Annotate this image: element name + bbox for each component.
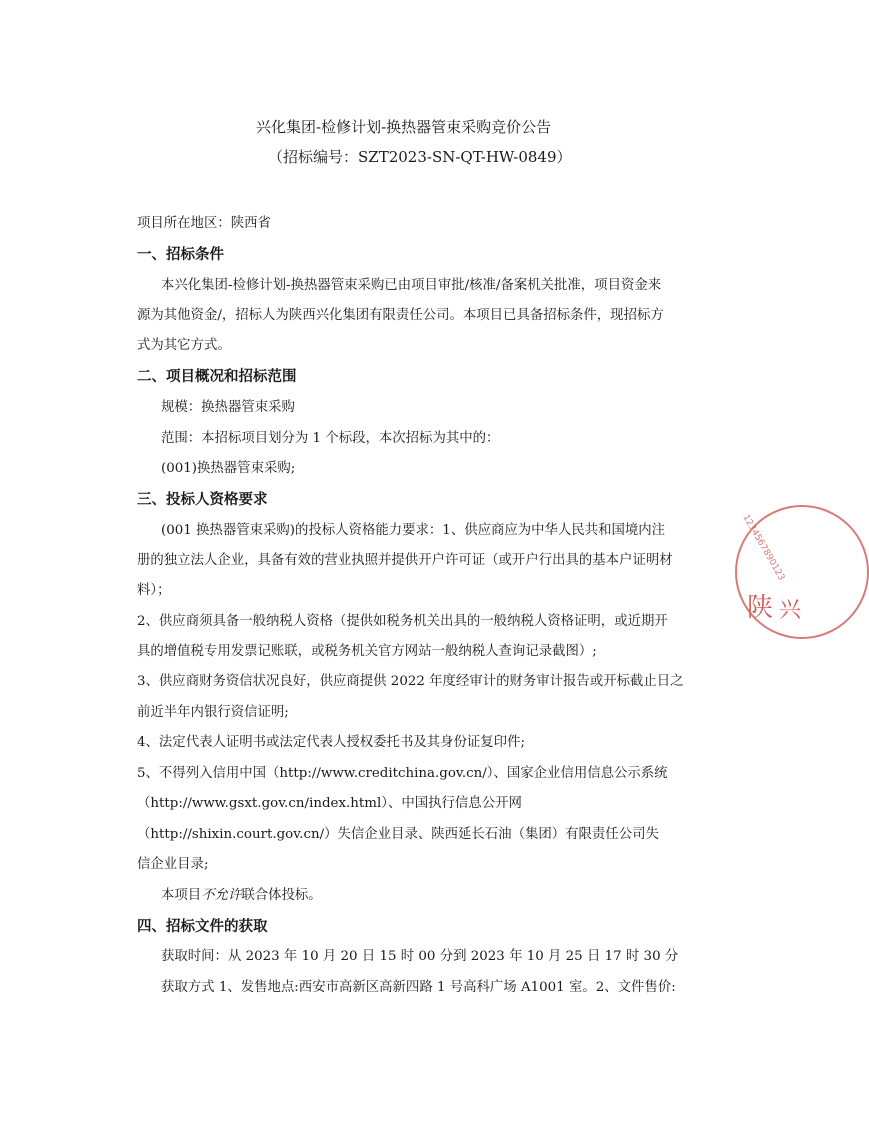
project-scale: 规模：换热器管束采购 bbox=[161, 400, 295, 415]
requirement-3: 前近半年内银行资信证明; bbox=[137, 705, 289, 720]
consortium-post: 联合体投标。 bbox=[241, 888, 322, 903]
section-4-heading: 四、招标文件的获取 bbox=[137, 919, 268, 935]
section-1-heading: 一、招标条件 bbox=[137, 247, 224, 263]
section-3-heading: 三、投标人资格要求 bbox=[137, 492, 268, 508]
lot-item: (001)换热器管束采购; bbox=[161, 461, 296, 476]
consortium-em: 不允许 bbox=[201, 888, 242, 903]
section-1-text: 式为其它方式。 bbox=[137, 338, 231, 353]
project-scope: 范围：本招标项目划分为 1 个标段，本次招标为其中的： bbox=[161, 431, 500, 446]
acquisition-time: 获取时间：从 2023 年 10 月 20 日 15 时 00 分到 2023 年 10 月 25 日 17 时 30 分 bbox=[161, 949, 679, 964]
requirement-1: (001 换热器管束采购)的投标人资格能力要求：1、供应商应为中华人民共和国境内注 bbox=[161, 523, 666, 538]
page-title: 兴化集团-检修计划-换热器管束采购竞价公告 bbox=[256, 118, 552, 136]
consortium-pre: 本项目 bbox=[161, 888, 202, 903]
section-1-text: 源为其他资金/，招标人为陕西兴化集团有限责任公司。本项目已具备招标条件，现招标方 bbox=[137, 308, 664, 323]
section-1-text: 本兴化集团-检修计划-换热器管束采购已由项目审批/核准/备案机关批准，项目资金来 bbox=[161, 278, 662, 293]
requirement-2: 具的增值税专用发票记账联，或税务机关官方网站一般纳税人查询记录截图）; bbox=[137, 644, 597, 659]
requirement-2: 2、供应商须具备一般纳税人资格（提供如税务机关出具的一般纳税人资格证明，或近期开 bbox=[137, 614, 668, 629]
requirement-1: 料）； bbox=[137, 583, 171, 598]
seal-glyph: 陕 bbox=[747, 593, 774, 623]
requirement-4: 4、法定代表人证明书或法定代表人授权委托书及其身份证复印件; bbox=[137, 735, 525, 750]
seal-number: 1234567890123 bbox=[740, 513, 787, 583]
tender-code: （招标编号：SZT2023-SN-QT-HW-0849） bbox=[268, 148, 572, 166]
company-seal bbox=[735, 505, 869, 639]
consortium-note bbox=[161, 887, 322, 905]
section-2-heading: 二、项目概况和招标范围 bbox=[137, 369, 297, 385]
requirement-5: 5、不得列入信用中国（http://www.creditchina.gov.cn/）、国家企业信用信息公示系统 bbox=[137, 766, 668, 781]
requirement-1: 册的独立法人企业，具备有效的营业执照并提供开户许可证（或开户行出具的基本户证明材 bbox=[137, 553, 673, 568]
requirement-5: （http://www.gsxt.gov.cn/index.html）、中国执行信息公开网 bbox=[137, 796, 522, 811]
requirement-5: 信企业目录; bbox=[137, 857, 209, 872]
requirement-5: （http://shixin.court.gov.cn/）失信企业目录、陕西延长石油（集团）有限责任公司失 bbox=[137, 827, 659, 842]
project-region: 项目所在地区：陕西省 bbox=[137, 216, 271, 231]
acquisition-method: 获取方式 1、发售地点:西安市高新区高新四路 1 号高科广场 A1001 室。2、文件售价: bbox=[161, 980, 676, 995]
requirement-3: 3、供应商财务资信状况良好，供应商提供 2022 年度经审计的财务审计报告或开标截止日之 bbox=[137, 674, 684, 689]
seal-glyph: 兴 bbox=[779, 598, 802, 623]
